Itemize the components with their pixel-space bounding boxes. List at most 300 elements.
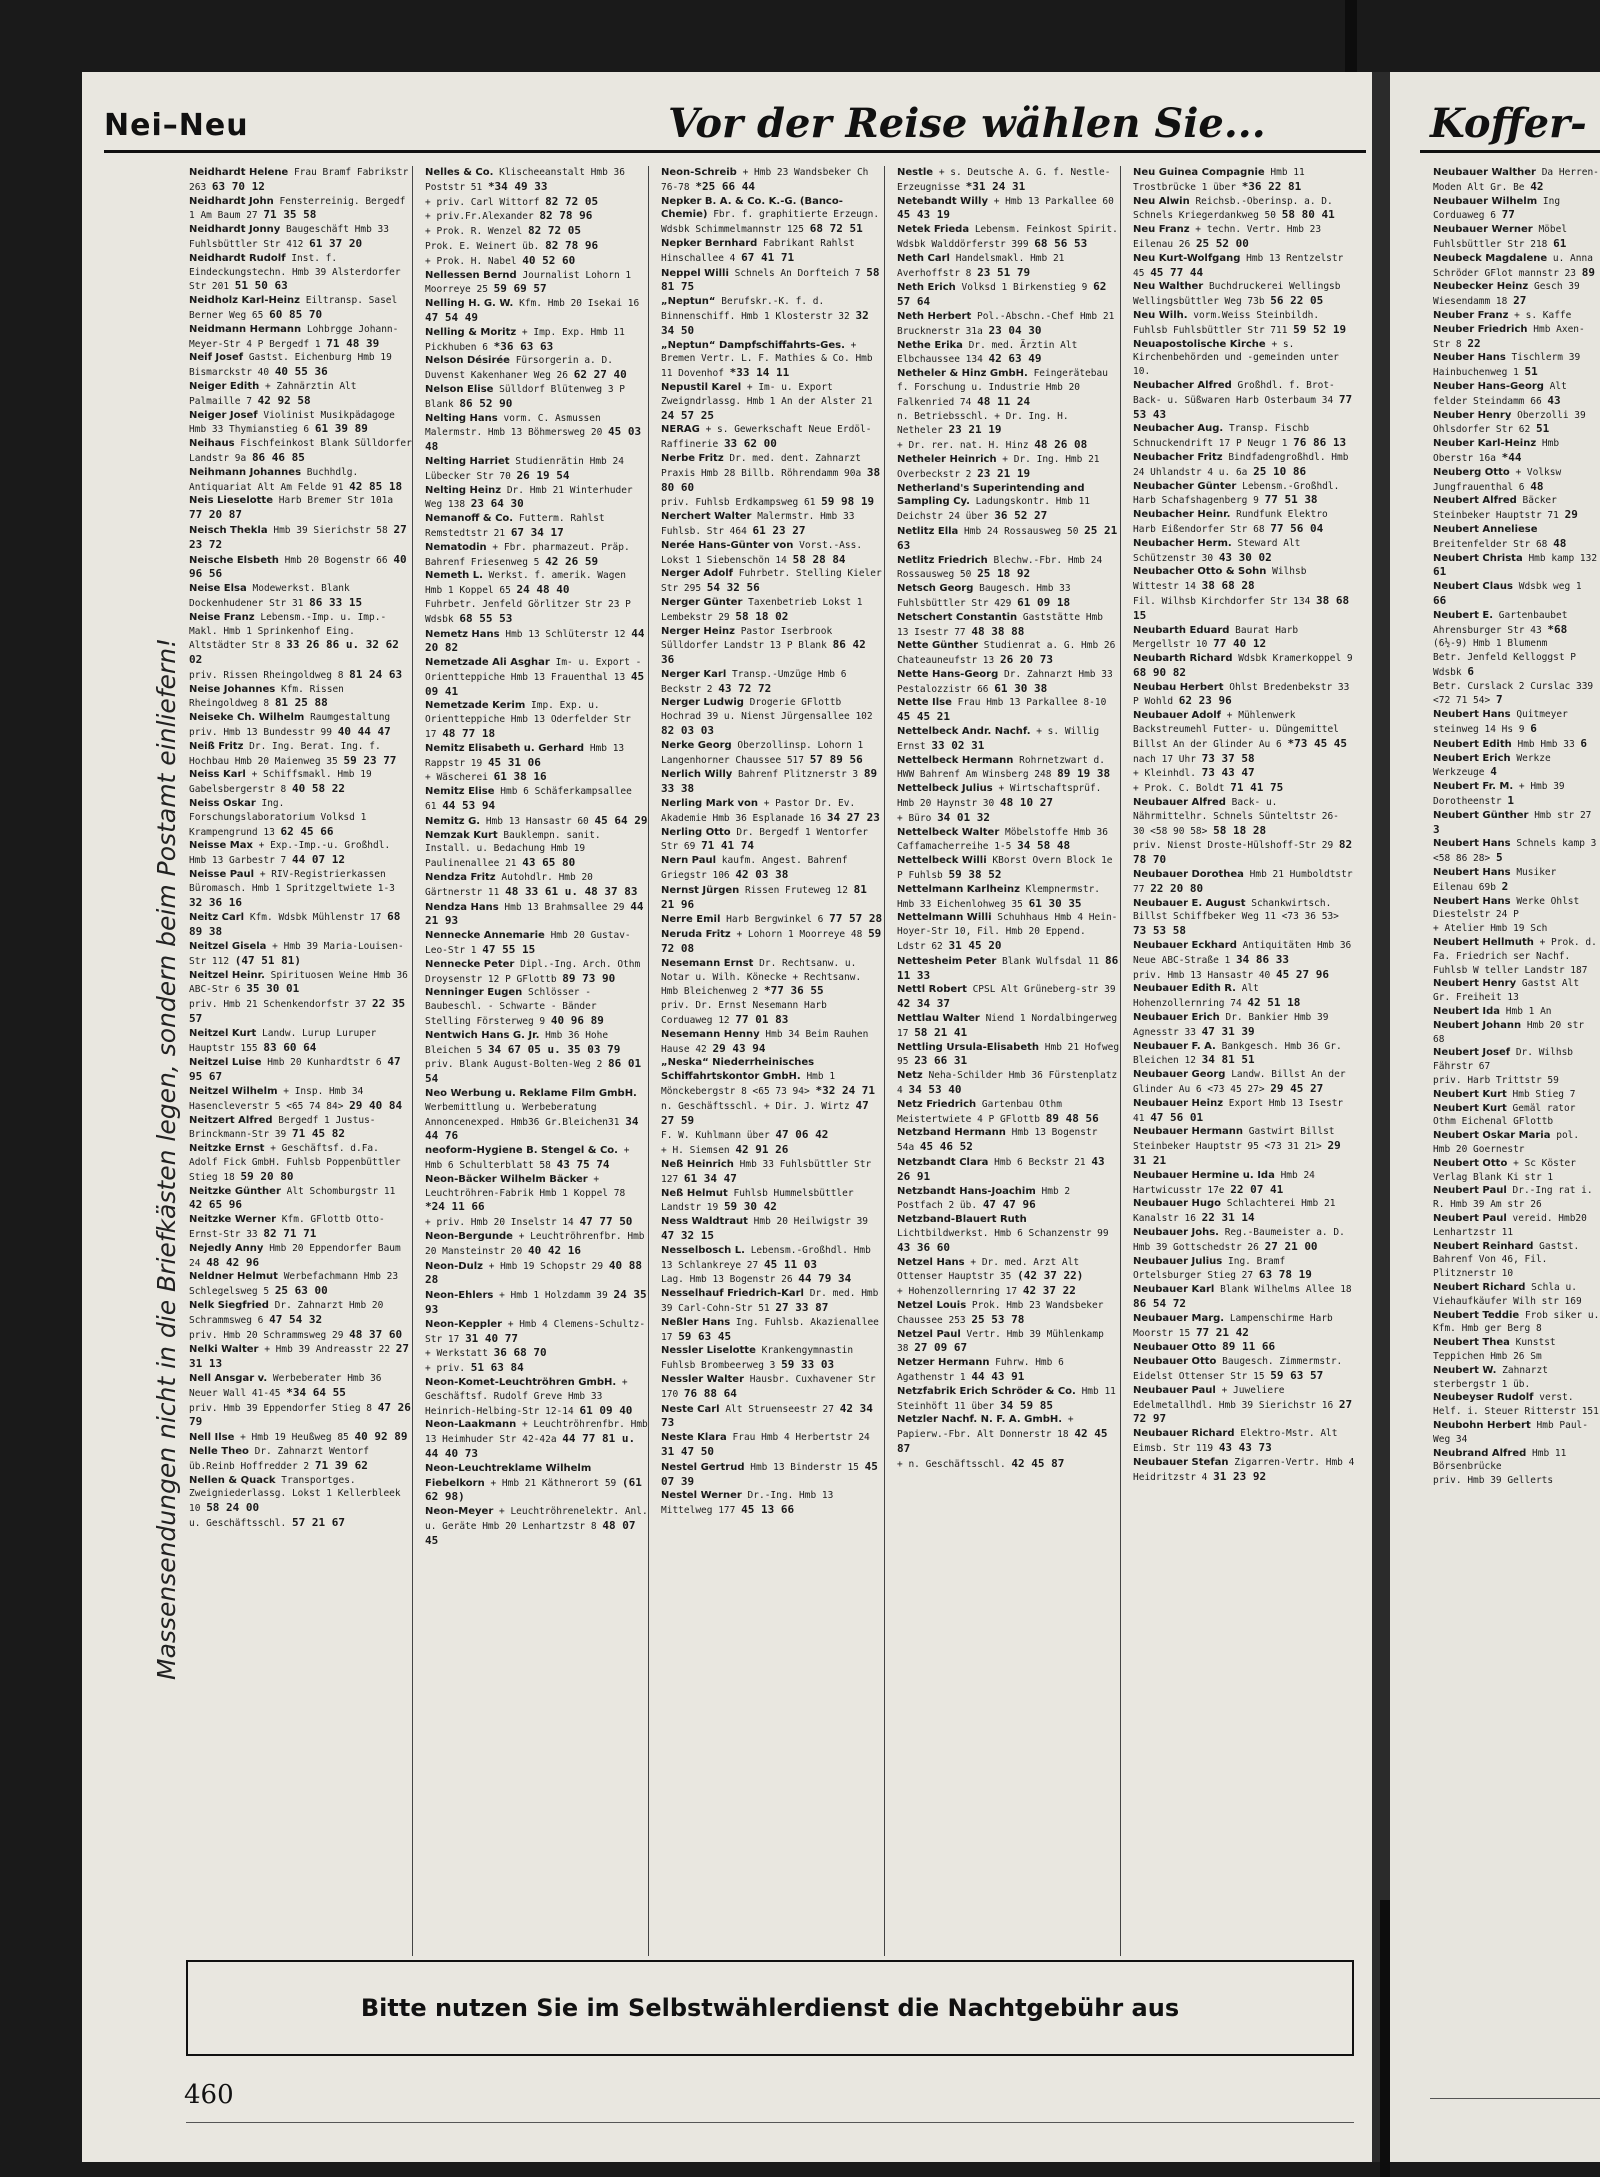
listing-entry xyxy=(658,1099,884,1129)
entry-details: Kunstst Teppichen Hmb 26 Sm xyxy=(1433,1337,1556,1362)
entry-details: priv. Hmb 21 Schenkendorfstr 37 xyxy=(189,999,367,1011)
entry-name: „Neptun“ xyxy=(661,296,716,308)
entry-phone: 57 89 56 xyxy=(809,752,863,766)
entry-name: Neubauer Alfred xyxy=(1133,797,1226,809)
entry-name: Nematodin xyxy=(425,541,487,553)
listing-entry xyxy=(1130,565,1356,594)
entry-details: + Mühlenwerk Backstreumehl Futter- u. Düngemittel Billst An der Glinder Au 6 xyxy=(1133,710,1339,750)
entry-phone: 25 53 78 xyxy=(971,1312,1025,1326)
entry-name: Neidhardt Rudolf xyxy=(189,252,286,264)
entry-details: Schlachterei Hmb 21 Kanalstr 16 xyxy=(1133,1198,1336,1225)
entry-phone: *44 xyxy=(1501,450,1522,464)
entry-phone: 45 27 96 xyxy=(1276,967,1329,981)
entry-details: Zahnarzt sterbergstr 1 üb. xyxy=(1433,1364,1548,1390)
entry-phone: 47 06 42 xyxy=(775,1128,829,1142)
listing-entry xyxy=(186,1185,412,1214)
listing-entry xyxy=(186,1055,412,1085)
entry-phone: 73 43 47 xyxy=(1201,766,1255,780)
entry-name: Neubacher Aug. xyxy=(1133,423,1224,435)
entry-name: Nerre Emil xyxy=(661,914,721,926)
listing-entry xyxy=(894,252,1120,281)
entry-name: Neubauer Julius xyxy=(1133,1255,1223,1267)
entry-phone: 58 21 41 xyxy=(914,1025,968,1039)
entry-phone: 77 53 43 xyxy=(1133,392,1353,421)
entry-details: + priv. Carl Wittorf xyxy=(425,196,540,208)
listing-entry xyxy=(894,811,1120,826)
listing-entry xyxy=(658,927,884,957)
entry-details: Hmb str 27 xyxy=(1534,809,1592,821)
entry-name: Neubauer Otto xyxy=(1133,1342,1217,1354)
listing-entry xyxy=(894,911,1120,953)
entry-phone: *36 22 81 xyxy=(1241,179,1302,193)
listing-entry xyxy=(1430,309,1600,323)
entry-name: Neubarth Richard xyxy=(1133,653,1233,665)
entry-phone: 31 40 77 xyxy=(465,1331,519,1345)
entry-details: Lag. Hmb 13 Bogenstr 26 xyxy=(661,1274,793,1286)
listing-entry xyxy=(658,166,884,195)
entry-details: Dr. med. dent. Zahnarzt Praxis Hmb 28 Billb. Röhrendamm 90a xyxy=(661,452,862,479)
entry-phone: 81 24 63 xyxy=(349,667,403,681)
entry-details: Frau Bramf Fabrikstr 263 xyxy=(189,167,409,193)
entry-details: Bergedf 1 Justus-Brinckmann-Str 39 xyxy=(189,1114,376,1141)
listing-entry xyxy=(1130,681,1356,710)
listing-entry xyxy=(186,195,412,224)
entry-phone: 47 26 79 xyxy=(189,1400,411,1429)
listing-entry xyxy=(658,539,884,568)
entry-details: Schla u. Viehaufkäufer Wilh str 169 xyxy=(1433,1281,1582,1307)
entry-details: n. Geschäftsschl. + Dir. J. Wirtz xyxy=(661,1100,850,1112)
listing-entry xyxy=(186,1299,412,1328)
entry-phone: 89 xyxy=(1581,265,1595,279)
entry-details: CPSL Alt Grüneberg-str 39 xyxy=(972,984,1116,996)
entry-details: Wdsbk weg 1 xyxy=(1518,581,1582,593)
entry-name: Nette Ilse xyxy=(897,697,952,709)
listing-entry xyxy=(658,381,884,423)
listing-entry xyxy=(1130,624,1356,653)
entry-phone: 57 21 67 xyxy=(291,1515,345,1529)
entry-phone: 31 23 92 xyxy=(1213,1469,1267,1483)
entry-phone: 48 33 61 u. 48 37 83 xyxy=(505,884,638,898)
entry-details: Dr. Hmb 21 Winterhuder Weg 138 xyxy=(425,484,633,511)
entry-details: Fuhrbetr. Jenfeld Görlitzer Str 23 P Wdsbk xyxy=(425,598,631,625)
listing-entry xyxy=(1430,637,1600,651)
entry-name: Nessler Walter xyxy=(661,1373,745,1385)
entry-phone: 34 86 33 xyxy=(1235,952,1289,966)
entry-name: Netek Frieda xyxy=(897,224,970,236)
entry-details: Lichtbildwerkst. Hmb 6 Schanzenstr 99 xyxy=(897,1227,1109,1239)
entry-details: + Leuchtröhrenelektr. Anl. u. Geräte Hmb 20 Lenhartzstr 8 xyxy=(425,1506,648,1532)
entry-phone: 71 45 82 xyxy=(291,1127,345,1141)
entry-phone: 42 45 87 xyxy=(1011,1456,1065,1470)
entry-name: Neubacher Günter xyxy=(1133,480,1237,492)
entry-details: Landw. Billst An der Glinder Au 6 <73 45 27> xyxy=(1133,1069,1346,1095)
entry-details: + Geschäftsf. Rudolf Greve Hmb 33 Heinrich-Helbing-Str 12-14 xyxy=(425,1376,628,1417)
entry-details: Export Hmb 13 Isestr 41 xyxy=(1133,1097,1344,1124)
entry-name: Neiss Karl xyxy=(189,769,246,781)
entry-name: Neiger Josef xyxy=(189,409,258,421)
listing-entry xyxy=(1430,323,1600,352)
entry-details: + Volksw Jungfrauenthal 6 xyxy=(1433,466,1562,493)
entry-name: Neubert Teddie xyxy=(1433,1309,1520,1321)
entry-details: Hmb Paul-Weg 34 xyxy=(1433,1419,1588,1445)
entry-details: Klischeeanstalt Hmb 36 Poststr 51 xyxy=(425,167,626,193)
entry-details: Ladungskontr. Hmb 11 Deichstr 24 über xyxy=(897,496,1091,523)
entry-name: Neubert Erich xyxy=(1433,752,1511,764)
listing-entry xyxy=(422,1318,648,1347)
listing-entry xyxy=(422,699,648,741)
listing-entry xyxy=(894,1385,1120,1414)
listing-entry xyxy=(1130,1125,1356,1168)
entry-phone: 73 37 58 xyxy=(1201,751,1255,765)
listing-entry xyxy=(186,668,412,683)
entry-phone: 82 78 70 xyxy=(1133,838,1353,867)
listing-entry xyxy=(186,494,412,523)
entry-details: + Leuchtröhrenfbr. Hmb 13 Heimhuder Str 42-42a xyxy=(425,1419,648,1446)
entry-phone: 42 34 37 xyxy=(897,997,950,1011)
entry-details: Hmb 20 Heilwigstr 39 xyxy=(753,1216,869,1228)
entry-details: priv. Hmb 20 Schrammsweg 29 xyxy=(189,1329,344,1341)
listing-entry xyxy=(658,1187,884,1216)
entry-name: Neu Franz xyxy=(1133,224,1190,236)
entry-details: Zigarren-Vertr. Hmb 4 Heidritzstr 4 xyxy=(1133,1456,1355,1483)
entry-phone: 7 xyxy=(1495,693,1503,707)
entry-name: Neubauer Adolf xyxy=(1133,710,1222,722)
entry-phone: 82 71 71 xyxy=(263,1226,317,1240)
listing-entry xyxy=(422,1173,648,1215)
entry-details: priv. Harb Trittstr 59 xyxy=(1433,1075,1559,1086)
entry-name: Neubert W. xyxy=(1433,1364,1497,1376)
listing-entry xyxy=(1430,1074,1600,1088)
header-rule xyxy=(104,150,1366,153)
page-number: 460 xyxy=(184,2080,234,2110)
entry-phone: 44 77 81 u. 44 40 73 xyxy=(425,1432,636,1460)
entry-phone: 42 51 18 xyxy=(1247,996,1301,1010)
entry-phone: (61 62 98) xyxy=(425,1475,642,1504)
entry-details: Fuhlsb Hummelsbüttler Landstr 19 xyxy=(661,1187,854,1214)
entry-name: Neubert Hans xyxy=(1433,709,1511,721)
entry-details: Ing Corduaweg 6 xyxy=(1433,195,1561,222)
listing-entry xyxy=(422,656,648,699)
listing-entry xyxy=(1130,939,1356,968)
entry-name: Netschert Constantin xyxy=(897,611,1018,623)
entry-details: Hmb kamp 132 xyxy=(1528,552,1598,564)
entry-phone: 71 48 39 xyxy=(326,336,380,350)
entry-phone: 89 11 66 xyxy=(1222,1340,1276,1354)
entry-phone: 23 51 79 xyxy=(977,265,1031,279)
entry-phone: 89 48 56 xyxy=(1045,1111,1099,1125)
listing-entry xyxy=(894,1299,1120,1328)
listing-entry xyxy=(186,1430,412,1445)
entry-details: Schnels kamp 3 <58 86 28> xyxy=(1433,838,1597,865)
entry-name: Neo Werbung u. Reklame Film GmbH. xyxy=(425,1088,637,1099)
entry-name: Nerke Georg xyxy=(661,739,732,751)
entry-details: + Papierw.-Fbr. Alt Donnerstr 18 xyxy=(897,1414,1074,1441)
entry-phone: 34 67 05 u. 35 03 79 xyxy=(487,1042,621,1056)
listing-entry xyxy=(422,195,648,210)
entry-details: Lebensm.-Großhdl. Hmb 13 Schlankreye 27 xyxy=(661,1244,871,1271)
listing-entry xyxy=(422,1230,648,1259)
listing-entry xyxy=(658,510,884,539)
listing-entry xyxy=(658,567,884,596)
entry-phone: 38 68 28 xyxy=(1201,579,1255,593)
listing-entry xyxy=(422,484,648,513)
listing-entry xyxy=(894,1413,1120,1456)
entry-phone: 61 30 38 xyxy=(994,681,1048,695)
entry-phone: 51 63 84 xyxy=(470,1361,524,1375)
listing-entry xyxy=(1430,1309,1600,1337)
entry-name: Nerlich Willy xyxy=(661,769,733,781)
listing-entry xyxy=(186,1213,412,1242)
listing-entry xyxy=(1130,868,1356,897)
entry-phone: 2 xyxy=(1501,879,1509,893)
entry-details: Niend 1 Nordalbingerweg 17 xyxy=(897,1013,1118,1039)
entry-name: Neubauer Otto xyxy=(1133,1356,1217,1368)
entry-details: priv. Hmb 39 Eppendorfer Stieg 8 xyxy=(189,1402,373,1414)
entry-name: Neubert Kurt xyxy=(1433,1102,1507,1114)
entry-details: Vorst.-Ass. Lokst 1 Siebenschön 14 xyxy=(661,539,863,566)
listing-entry xyxy=(894,782,1120,811)
listing-entry xyxy=(1130,223,1356,252)
listing-entry xyxy=(1130,1340,1356,1355)
entry-phone: 77 01 83 xyxy=(735,1013,789,1027)
entry-details: + Hmb 39 Andreasstr 22 xyxy=(264,1344,391,1356)
entry-phone: 45 13 66 xyxy=(741,1503,795,1517)
entry-details: Drogerie GFlottb Hochrad 39 u. Nienst Jürgensallee 102 xyxy=(661,697,873,723)
listing-entry xyxy=(894,983,1120,1012)
entry-phone: 61 09 40 xyxy=(579,1403,633,1417)
entry-details: Hmb 11 Trostbrücke 1 über xyxy=(1133,167,1305,193)
entry-phone: (42 37 22) xyxy=(1017,1269,1084,1283)
entry-details: Studienrat a. G. Hmb 26 Chateauneufstr 13 xyxy=(897,640,1116,667)
book-gutter xyxy=(1372,72,1390,2162)
entry-details: verst. Helf. i. Steuer Ritterstr 151 xyxy=(1433,1392,1599,1418)
listing-entry xyxy=(658,912,884,927)
entry-phone: 62 23 96 xyxy=(1178,694,1232,708)
entry-name: Nell Ansgar v. xyxy=(189,1372,268,1384)
entry-name: „Neptun“ Dampfschiffahrts-Ges. xyxy=(661,339,845,351)
entry-details: Transportges. Zweigniederlassg. Lokst 1 Kellerbleek 10 xyxy=(189,1474,401,1515)
listing-entry xyxy=(658,423,884,452)
entry-name: Neitz Carl xyxy=(189,912,245,924)
entry-name: Nelson Elise xyxy=(425,383,494,395)
listing-entry xyxy=(658,668,884,697)
entry-details: u. Geschäftsschl. xyxy=(189,1517,287,1529)
listing-entry xyxy=(1130,1427,1356,1456)
entry-phone: 71 41 74 xyxy=(701,839,755,853)
entry-details: Studienrätin Hmb 24 Lübecker Str 70 xyxy=(425,455,624,482)
listing-entry xyxy=(894,611,1120,640)
listing-entry xyxy=(1430,780,1600,809)
entry-details: Hmb 39 Sierichstr 58 xyxy=(273,524,388,536)
listing-entry xyxy=(422,569,648,598)
entry-phone: 4 xyxy=(1490,765,1497,779)
entry-phone: 43 xyxy=(1547,393,1561,407)
entry-phone: 61 23 27 xyxy=(752,523,806,537)
entry-details: Blechw.-Fbr. Hmb 24 Rossausweg 50 xyxy=(897,554,1103,581)
entry-details: priv. Blank August-Bolten-Weg 2 xyxy=(425,1059,603,1071)
entry-details: Hmb 13 Binderstr 15 xyxy=(750,1461,859,1473)
listing-entry xyxy=(1130,480,1356,509)
entry-name: Neiss Oskar xyxy=(189,798,256,810)
entry-details: + s. Kirchenbehörden und -gemeinden unter 10. xyxy=(1133,338,1339,378)
entry-name: Neubauer Eckhard xyxy=(1133,940,1237,952)
entry-name: Nettelbeck Hermann xyxy=(897,754,1014,766)
entry-details: Journalist Lohorn 1 Moorreye 25 xyxy=(425,269,632,296)
listing-entry xyxy=(1430,977,1600,1005)
entry-phone: *73 45 45 xyxy=(1287,736,1348,750)
entry-phone: 47 54 49 xyxy=(425,310,478,324)
entry-name: Neubert Kurt xyxy=(1433,1088,1507,1100)
listing-entry xyxy=(658,1287,884,1316)
entry-phone: 61 34 47 xyxy=(683,1171,737,1185)
entry-name: Nesselhauf Friedrich-Karl xyxy=(661,1288,804,1300)
entry-details: Bäcker Steinbeker Hauptstr 71 xyxy=(1433,495,1559,522)
listing-entry xyxy=(422,1288,648,1318)
listing-entry xyxy=(422,1505,648,1548)
entry-details: + Wirtschaftsprüf. Hmb 20 Haynstr 30 xyxy=(897,783,1102,810)
entry-details: + Insp. Hmb 34 Hasencleverstr 5 <65 74 84> xyxy=(189,1086,364,1112)
entry-phone: 76 86 13 xyxy=(1293,436,1347,450)
entry-details: Hmb 20 str 68 xyxy=(1433,1019,1585,1045)
next-page-slogan: Koffer- xyxy=(1430,100,1587,147)
entry-phone: 68 56 53 xyxy=(1034,236,1088,250)
entry-name: Neppel Willi xyxy=(661,267,729,279)
listing-entry xyxy=(422,383,648,412)
sidebar-notice: Massensendungen nicht in die Briefkästen legen, sondern beim Postamt einliefern! xyxy=(152,637,181,1680)
entry-details: Schlösser - Baubeschl. - Schwarte - Bänder Stelling Försterweg 9 xyxy=(425,987,597,1028)
entry-details: Bauklempn. sanit. Install. u. Bedachung Hmb 19 Paulinenallee 21 xyxy=(425,829,601,870)
listing-entry xyxy=(894,1284,1120,1299)
listing-entry xyxy=(894,1328,1120,1357)
entry-phone: 58 18 28 xyxy=(1213,823,1267,837)
entry-name: Netlitz Ella xyxy=(897,525,959,537)
listing-entry xyxy=(658,1460,884,1490)
listing-entry xyxy=(894,166,1120,195)
entry-name: Nendza Hans xyxy=(425,901,499,913)
entry-details: Kfm. Hmb 20 Isekai 16 xyxy=(519,298,640,310)
entry-name: Neisse Paul xyxy=(189,869,255,881)
entry-name: Nerger Adolf xyxy=(661,568,733,580)
entry-name: Neubauer Georg xyxy=(1133,1069,1226,1081)
entry-name: Neon-Bäcker Wilhelm Bäcker xyxy=(425,1173,588,1185)
listing-entry xyxy=(186,868,412,910)
entry-name: Nerbe Fritz xyxy=(661,452,724,464)
entry-details: Quitmeyer steinweg 14 Hs 9 xyxy=(1433,709,1568,736)
entry-phone: *33 14 11 xyxy=(729,366,790,380)
entry-name: Neu Walther xyxy=(1133,281,1204,293)
listing-entry xyxy=(1130,1312,1356,1341)
entry-details: Harb Bremer Str 101a xyxy=(278,495,394,507)
entry-details: Eiltransp. Sasel Berner Weg 65 xyxy=(189,295,398,321)
entry-details: Ing. Forschungslaboratorium Volksd 1 Krampengrund 13 xyxy=(189,798,367,838)
entry-details: Klempnermstr. Hmb 33 Eichenlohweg 35 xyxy=(897,883,1101,910)
entry-details: Ing. Bramf Ortelsburger Stieg 27 xyxy=(1133,1255,1286,1282)
entry-details: Hmb 13 Rappstr 19 xyxy=(425,742,625,769)
listing-entry xyxy=(658,266,884,296)
entry-name: Netzler Nachf. N. F. A. GmbH. xyxy=(897,1414,1063,1426)
entry-phone: 25 18 92 xyxy=(977,567,1031,581)
entry-details: Imp. Exp. u. Orientteppiche Hmb 13 Oderfelder Str 17 xyxy=(425,700,631,741)
entry-phone: 82 72 05 xyxy=(545,194,599,208)
entry-name: Netz xyxy=(897,1070,923,1082)
entry-phone: 27 23 72 xyxy=(189,522,407,551)
entry-name: Neubauer Erich xyxy=(1133,1012,1220,1024)
entry-name: Neubert Paul xyxy=(1433,1212,1507,1224)
column-3 xyxy=(658,166,885,1956)
entry-name: Neon-Bergunde xyxy=(425,1230,513,1242)
listing-entry xyxy=(658,1344,884,1373)
entry-phone: 48 42 96 xyxy=(206,1255,260,1269)
entry-name: Neubert Paul xyxy=(1433,1185,1507,1197)
entry-phone: 61 38 16 xyxy=(493,770,547,784)
entry-name: Neubert Günther xyxy=(1433,809,1529,821)
entry-phone: 59 69 57 xyxy=(493,282,547,296)
entry-phone: 59 23 77 xyxy=(343,753,397,767)
entry-name: Neubarth Eduard xyxy=(1133,624,1230,636)
listing-entry xyxy=(894,668,1120,697)
listing-entry xyxy=(422,412,648,455)
listing-entry xyxy=(186,553,412,583)
entry-name: Netsch Georg xyxy=(897,583,974,595)
entry-details: Dr. Zahnarzt Hmb 33 Pestalozzistr 66 xyxy=(897,668,1113,695)
listing-entry xyxy=(1430,1184,1600,1212)
entry-phone: 26 20 73 xyxy=(999,653,1053,667)
entry-name: Neubert Anneliese xyxy=(1433,523,1538,535)
entry-name: Nepker Bernhard xyxy=(661,237,758,249)
entry-name: Netzbandt Clara xyxy=(897,1156,989,1168)
entry-name: Neise Elsa xyxy=(189,583,247,595)
entry-details: Werkst. f. amerik. Wagen Hmb 1 Koppel 65 xyxy=(425,570,626,597)
entry-phone: 23 64 30 xyxy=(470,497,524,511)
entry-phone: 89 19 38 xyxy=(1057,767,1111,781)
entry-name: Neß Heinrich xyxy=(661,1158,734,1170)
entry-phone: 86 42 36 xyxy=(661,638,866,667)
entry-details: Autohdlr. Hmb 20 Gärtnerstr 11 xyxy=(425,872,593,898)
entry-phone: 59 63 57 xyxy=(1270,1368,1324,1382)
entry-name: Neubrand Alfred xyxy=(1433,1447,1527,1459)
entry-phone: 59 33 03 xyxy=(781,1358,835,1372)
entry-details: + RIV-Registrierkassen Büromasch. Hmb 1 Spritzgeltwiete 1-3 xyxy=(189,869,395,894)
entry-details: Alt Struenseestr 27 xyxy=(725,1403,834,1415)
entry-name: Neubauer Edith R. xyxy=(1133,983,1236,995)
entry-phone: 33 62 00 xyxy=(723,437,777,451)
listing-entry xyxy=(1430,866,1600,895)
listing-entry xyxy=(186,1085,412,1114)
entry-phone: 44 20 82 xyxy=(425,626,645,655)
entry-details: Steward Alt Schützenstr 30 xyxy=(1133,537,1301,564)
column-5 xyxy=(1130,166,1356,1956)
entry-details: Gastst Alt Gr. Freiheit 13 xyxy=(1433,978,1580,1004)
listing-entry xyxy=(1130,280,1356,309)
listing-entry xyxy=(1430,523,1600,552)
entry-phone: 68 90 82 xyxy=(1133,665,1186,679)
entry-name: Neubert Hans xyxy=(1433,838,1511,850)
entry-details: Neha-Schilder Hmb 36 Fürstenplatz 4 xyxy=(897,1070,1118,1096)
listing-entry xyxy=(186,1445,412,1474)
listing-entry xyxy=(186,740,412,769)
listing-entry xyxy=(894,524,1120,554)
entry-details: Malermstr. Hmb 33 Fuhlsb. Str 464 xyxy=(661,511,855,537)
entry-phone: 38 68 15 xyxy=(1133,593,1350,622)
listing-entry xyxy=(422,829,648,871)
entry-name: Nerger Ludwig xyxy=(661,697,744,709)
entry-details: Werke Ohlst Diestelstr 24 P xyxy=(1433,895,1580,921)
listing-entry xyxy=(1430,494,1600,523)
entry-phone: 45 07 39 xyxy=(661,1459,878,1488)
entry-details: Inst. f. Eindeckungstechn. Hmb 39 Alsterdorfer Str 201 xyxy=(189,252,401,293)
entry-phone: 43 72 72 xyxy=(718,681,772,695)
listing-entry xyxy=(1430,466,1600,495)
